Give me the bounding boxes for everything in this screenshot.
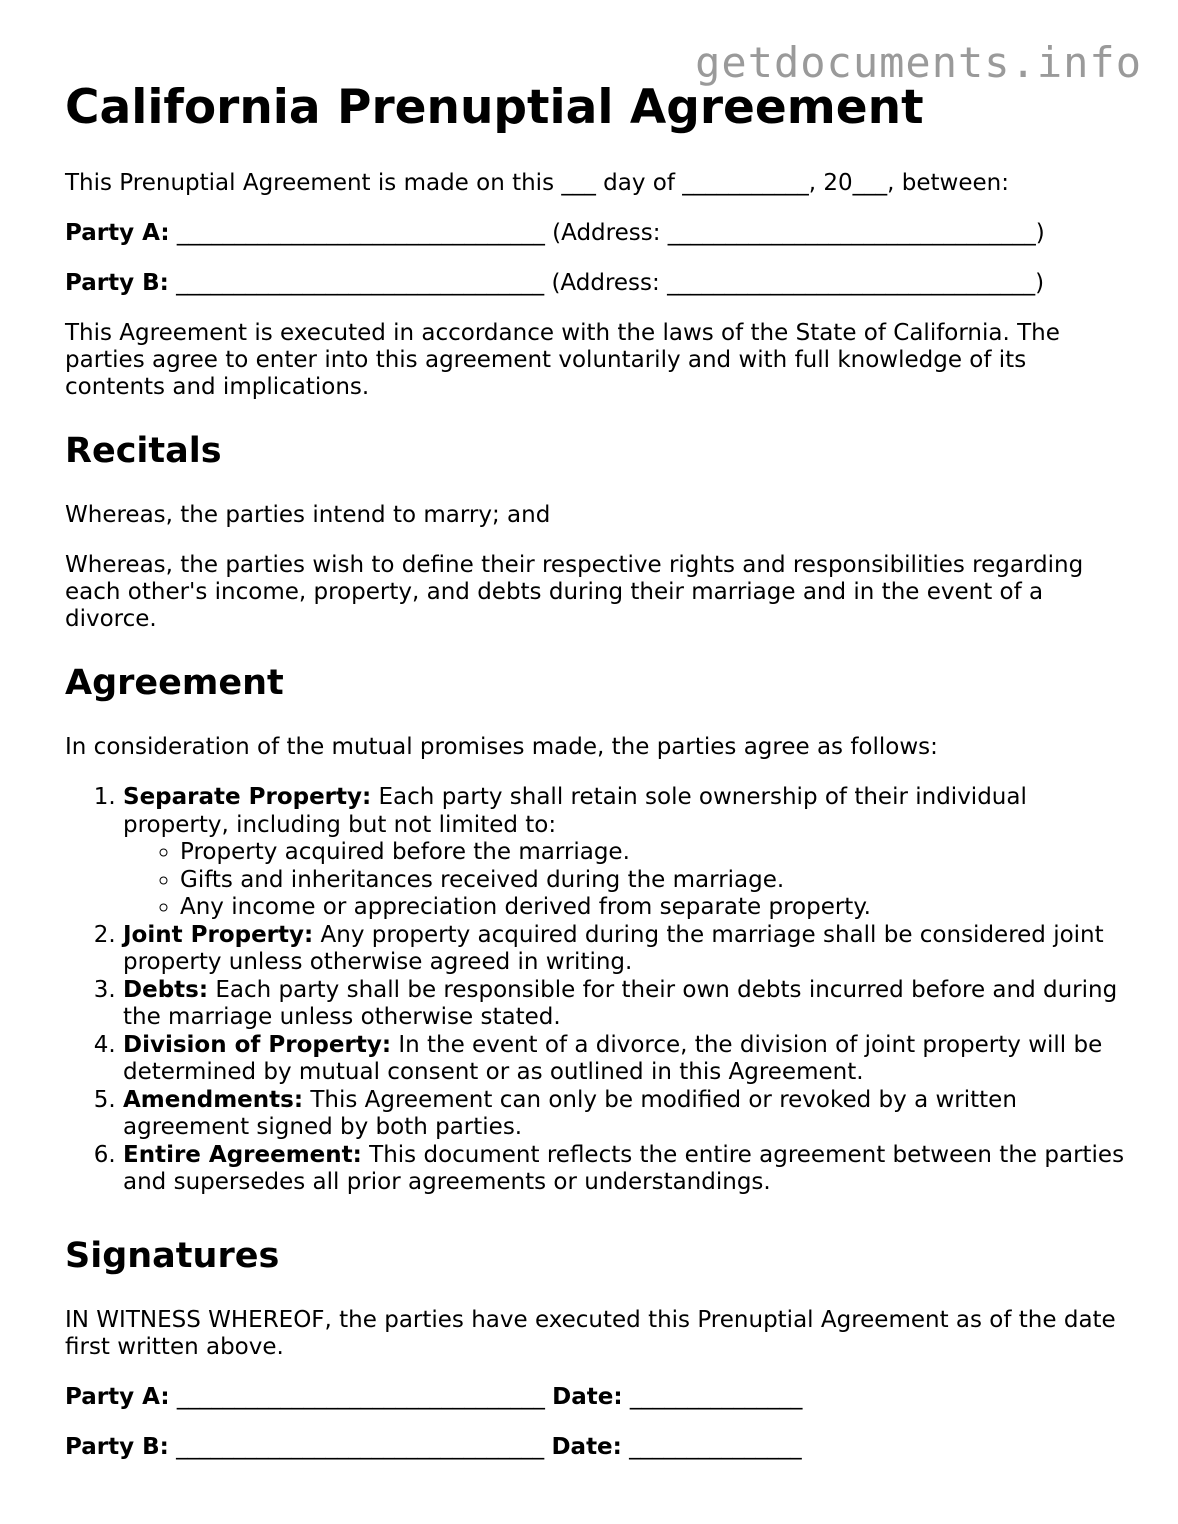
signature-party-a-line: ________________________________ (169, 1383, 553, 1410)
term-label: Joint Property: (123, 921, 314, 948)
agreement-lead: In consideration of the mutual promises made, the parties agree as follows: (65, 734, 938, 761)
term-text: Each party shall retain sole ownership of their individual property, including but not limited to: (123, 784, 1027, 838)
term-item (123, 1087, 1125, 1142)
term-item (123, 922, 1125, 977)
party-a-label: Party A: (65, 220, 170, 247)
term-item (123, 1032, 1125, 1087)
term-subitem: ◦ Any income or appreciation derived from separate property. (180, 894, 1125, 922)
signature-party-a (65, 1384, 1125, 1411)
watermark: getdocuments.info (695, 38, 1142, 87)
signature-party-b-label: Party B: (65, 1433, 169, 1460)
term-item (123, 977, 1125, 1032)
term-text: Each party shall be responsible for their own debts incurred before and during the marriage unless otherwise stated. (123, 976, 1118, 1031)
signature-party-a-date-line: _______________ (622, 1383, 803, 1410)
term-label: Debts: (123, 976, 209, 1003)
document-title: California Prenuptial Agreement (65, 80, 924, 135)
term-text: In the event of a divorce, the division of joint property will be determined by mutual consent or as outlined in this Agreement. (123, 1031, 1103, 1086)
term-label: Entire Agreement: (123, 1141, 362, 1168)
agreement-heading: Agreement (65, 663, 284, 704)
signature-party-a-date-label: Date: (552, 1383, 623, 1410)
party-b-label: Party B: (65, 270, 169, 297)
party-b-blanks: ________________________________ (Address: ________________________________) (168, 270, 1045, 297)
law-statement: This Agreement is executed in accordance with the laws of the State of California. The parties agree to enter into this agreement voluntarily and with full knowledge of its contents and implications. (65, 320, 1060, 401)
term-label: Division of Property: (123, 1031, 392, 1058)
signature-party-b-date-label: Date: (551, 1433, 622, 1460)
date-line: This Prenuptial Agreement is made on this ___ day of ___________, 20___, between: (65, 170, 1009, 197)
term-subitem: ◦ Property acquired before the marriage. (180, 839, 1125, 867)
party-a-line (65, 220, 1125, 247)
term-text: Any property acquired during the marriage shall be considered joint property unless otherwise agreed in writing. (123, 921, 1104, 976)
recitals-heading: Recitals (65, 431, 222, 472)
term-label: Amendments: (123, 1086, 304, 1113)
term-text: This Agreement can only be modified or revoked by a written agreement signed by both parties. (123, 1086, 1017, 1141)
party-a-blanks: ________________________________ (Address: ________________________________) (169, 220, 1045, 247)
term-label: Separate Property: (123, 784, 372, 811)
recital-item: Whereas, the parties intend to marry; and (65, 502, 551, 529)
party-b-line (65, 270, 1125, 297)
signature-party-b-line: ________________________________ (168, 1433, 552, 1460)
recital-item: Whereas, the parties wish to define their respective rights and responsibilities regarding each other's income, property, and debts during their marriage and in the event of a divorce. (65, 552, 1084, 633)
signatures-heading: Signatures (65, 1235, 280, 1276)
witness-statement: IN WITNESS WHEREOF, the parties have executed this Prenuptial Agreement as of the date first written above. (65, 1306, 1116, 1360)
term-item (123, 784, 1125, 922)
term-subitem: ◦ Gifts and inheritances received during the marriage. (180, 867, 1125, 895)
signature-party-a-label: Party A: (65, 1383, 170, 1410)
signature-party-b-date-line: _______________ (621, 1433, 802, 1460)
term-text: This document reflects the entire agreement between the parties and supersedes all prior agreements or understandings. (123, 1141, 1125, 1196)
terms-list (65, 784, 1125, 1197)
term-item (123, 1142, 1125, 1197)
term-subitems (123, 839, 1125, 922)
signature-party-b (65, 1434, 1125, 1461)
document-page (65, 80, 1125, 1484)
